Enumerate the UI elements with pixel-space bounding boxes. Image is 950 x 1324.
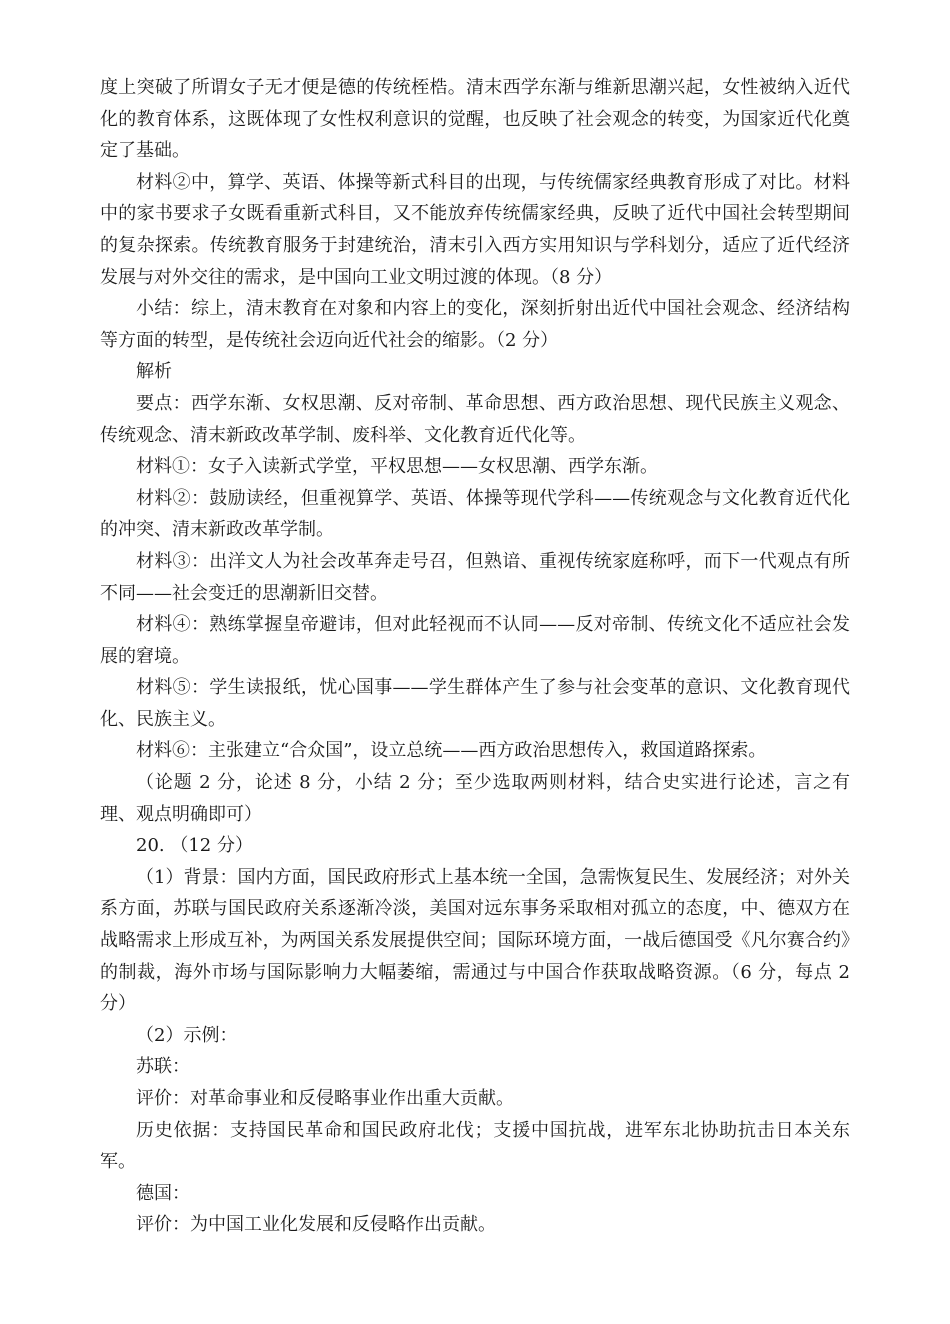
- paragraph-soviet-label: 苏联：: [136, 1056, 190, 1078]
- paragraph-material-3: 材料③：出洋文人为社会改革奔走号召，但熟谙、重视传统家庭称呼，而下一代观点有所不同——社会变迁的思潮新旧交替。: [100, 550, 850, 604]
- paragraph-soviet-evaluation: 评价：对革命事业和反侵略事业作出重大贡献。: [136, 1088, 514, 1109]
- paragraph-material-2-analysis: 材料②中，算学、英语、体操等新式科目的出现，与传统儒家经典教育形成了对比。材料中的家书要求子女既看重新式科目，又不能放弃传统儒家经典，反映了近代中国社会转型期间的复杂探索。传统教育服务于封建统治，清末引入西方实用知识与学科划分，适应了近代经济发展与对外交往的需求，是中国向工业文明过渡的体现。（8 分）: [100, 171, 850, 288]
- paragraph-q20-part-1-background: （1）背景：国内方面，国民政府形式上基本统一全国，急需恢复民生、发展经济；对外关系方面，苏联与国民政府关系逐渐冷淡，美国对远东事务采取相对孤立的态度，中、德双方在战略需求上形成互补，为两国关系发展提供空间；国际环境方面，一战后德国受《凡尔赛合约》的制裁，海外市场与国际影响力大幅萎缩，需通过与中国合作获取战略资源。（6 分，每点 2 分）: [100, 866, 850, 1015]
- question-20-heading: 20. （12 分）: [136, 835, 253, 857]
- paragraph-women-education-conclusion: 度上突破了所谓女子无才便是德的传统桎梏。清末西学东渐与维新思潮兴起，女性被纳入近代化的教育体系，这既体现了女性权利意识的觉醒，也反映了社会观念的转变，为国家近代化奠定了基础。: [100, 77, 850, 162]
- paragraph-scoring-note: （论题 2 分，论述 8 分，小结 2 分；至少选取两则材料，结合史实进行论述，言之有理、观点明确即可）: [100, 772, 850, 825]
- paragraph-germany-label: 德国：: [136, 1182, 190, 1204]
- paragraph-q20-part-2-example: （2）示例：: [136, 1024, 238, 1046]
- paragraph-summary: 小结：综上，清末教育在对象和内容上的变化，深刻折射出近代中国社会观念、经济结构等方面的转型，是传统社会迈向近代社会的缩影。（2 分）: [100, 298, 850, 351]
- paragraph-material-1: 材料①：女子入读新式学堂，平权思想——女权思潮、西学东渐。: [136, 456, 658, 478]
- paragraph-material-6: 材料⑥：主张建立“合众国”，设立总统——西方政治思想传入，救国道路探索。: [136, 740, 767, 762]
- paragraph-key-points: 要点：西学东渐、女权思潮、反对帝制、革命思想、西方政治思想、现代民族主义观念、传统观念、清末新政改革学制、废科举、文化教育近代化等。: [100, 392, 850, 446]
- paragraph-soviet-evidence: 历史依据：支持国民革命和国民政府北伐；支援中国抗战，进军东北协助抗击日本关东军。: [100, 1119, 850, 1173]
- paragraph-germany-evaluation: 评价：为中国工业化发展和反侵略作出贡献。: [136, 1214, 496, 1236]
- paragraph-material-4: 材料④：熟练掌握皇帝避讳，但对此轻视而不认同——反对帝制、传统文化不适应社会发展的窘境。: [100, 614, 850, 667]
- document-page: [100, 72, 850, 1241]
- section-heading-analysis: 解析: [136, 361, 172, 383]
- paragraph-material-5: 材料⑤：学生读报纸，忧心国事——学生群体产生了参与社会变革的意识、文化教育现代化、民族主义。: [100, 677, 850, 730]
- paragraph-material-2: 材料②：鼓励读经，但重视算学、英语、体操等现代学科——传统观念与文化教育近代化的冲突、清末新政改革学制。: [100, 487, 850, 541]
